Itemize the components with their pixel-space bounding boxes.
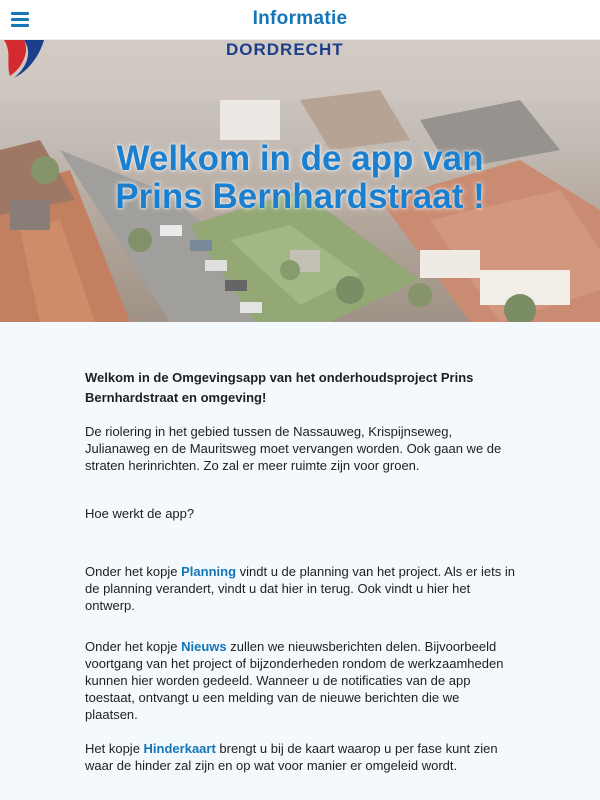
hinderkaart-text-pre: Het kopje — [85, 741, 144, 756]
nieuws-link[interactable]: Nieuws — [181, 639, 227, 654]
hinderkaart-text-post: brengt u bij de kaart waarop u per fase kunt zien waar de hinder zal zijn en op wat voor manier er omgeleid wordt. — [85, 741, 498, 773]
hero-banner — [0, 40, 600, 322]
intro-heading: Welkom in de Omgevingsapp van het onderhoudsproject Prins Bernhardstraat en omgeving! — [85, 370, 474, 405]
hero-title — [0, 140, 600, 216]
question-heading: Hoe werkt de app? — [85, 506, 195, 521]
nieuws-text-post: zullen we nieuwsberichten delen. Bijvoorbeeld voortgang van het project of bijzonderheden rondom de werkzaamheden kunnen hier worden gedeeld. Wanneer u de notificaties van de app toestaat, ontvangt u een melding van de nieuwe berichten die we plaatsen. — [85, 639, 504, 722]
planning-text-pre: Onder het kopje — [85, 564, 182, 579]
planning-link[interactable]: Planning — [181, 564, 237, 579]
planning-text-post: vindt u de planning van het project. Als er iets in de planning verandert, vindt u dat hier in terug. Ook vindt u hier het ontwerp. — [85, 564, 515, 613]
nieuws-text-pre: Onder het kopje — [85, 639, 182, 654]
paragraph-nieuws — [85, 638, 515, 723]
hinderkaart-link[interactable]: Hinderkaart — [143, 741, 216, 756]
paragraph-riolering: De riolering in het gebied tussen de Nassauweg, Krispijnseweg, Julianaweg en de Mauritsweg moet vervangen worden. Ook gaan we de straten herinrichten. Zo zal er meer ruimte zijn voor groen. — [85, 424, 502, 473]
top-bar — [0, 0, 600, 40]
city-logo-icon — [0, 40, 46, 80]
page-title: Informatie — [252, 8, 348, 29]
hero-title-line-1: Welkom in de app van — [116, 139, 484, 178]
hero-title-line-2: Prins Bernhardstraat ! — [115, 177, 485, 216]
paragraph-planning — [85, 563, 515, 614]
paragraph-hinderkaart — [85, 740, 515, 774]
city-logo-text: DORDRECHT — [226, 40, 344, 59]
